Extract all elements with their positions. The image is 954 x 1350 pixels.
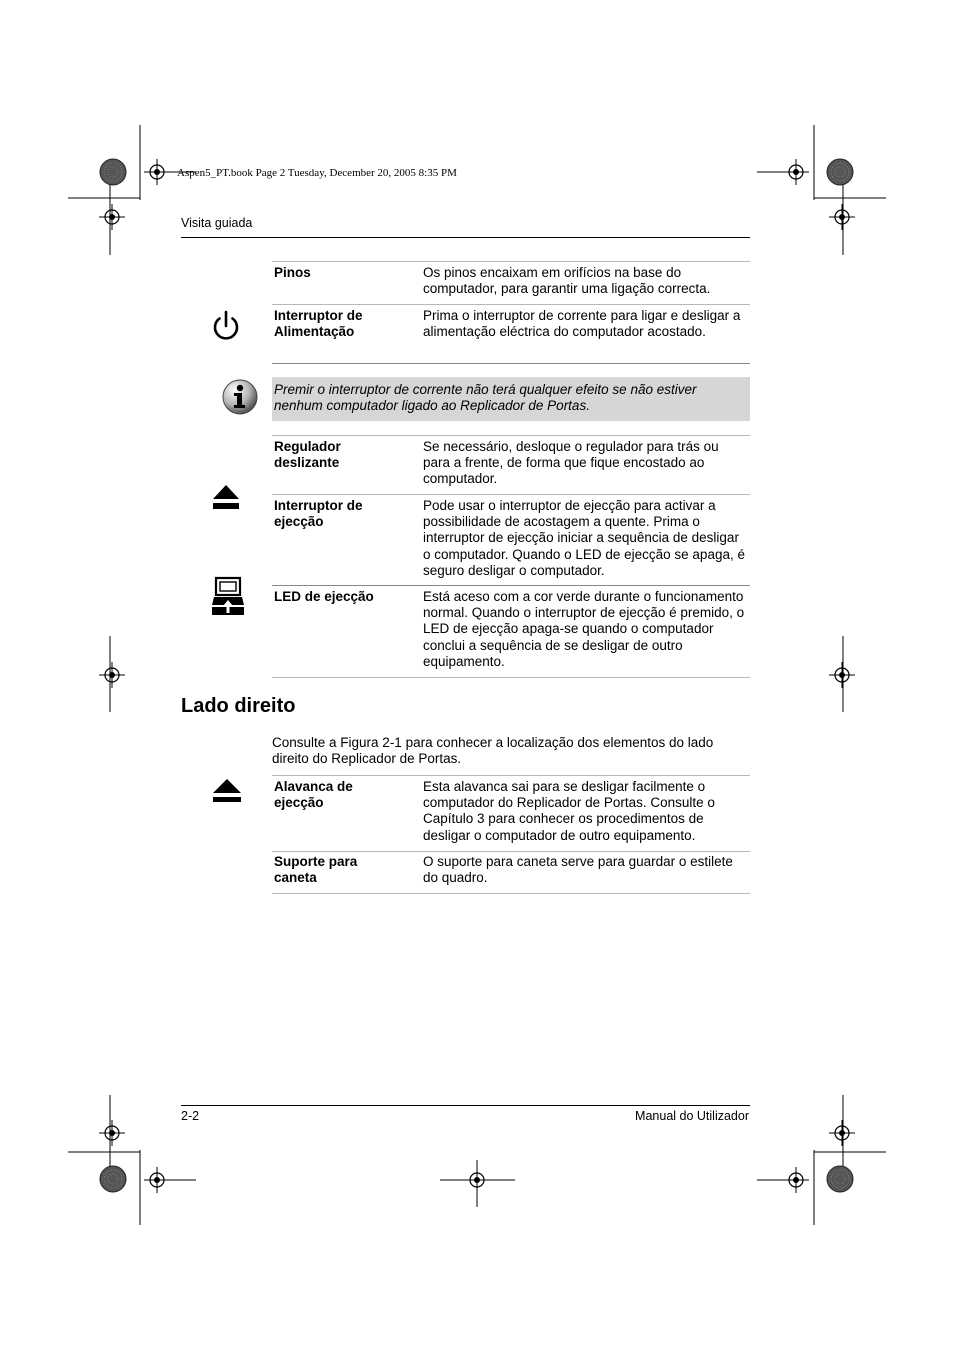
header-rule [181,237,750,238]
term-led-ejeccao: LED de ejecção [274,589,374,604]
note-text: Premir o interruptor de corrente não terá qualquer efeito se não estiver nenhum computador ligado ao Replicador de Portas. [274,382,697,414]
power-icon [210,310,242,342]
desc-suporte-caneta: O suporte para caneta serve para guardar o estilete do quadro. [423,854,733,886]
term-interruptor-alimentacao: Interruptor de Alimentação [274,308,363,339]
row-divider [272,363,750,364]
section-title: Lado direito [181,695,296,717]
term-interruptor-ejeccao: Interruptor de ejecção [274,498,363,529]
print-info: Aspen5_PT.book Page 2 Tuesday, December 20, 2005 8:35 PM [177,167,457,179]
row-divider [272,585,750,586]
row-divider [272,261,750,262]
row-divider [272,494,750,495]
row-divider [272,893,750,894]
desc-led-ejeccao: Está aceso com a cor verde durante o funcionamento normal. Quando o interruptor de ejecção é premido, o LED de ejecção apaga-se quando o computador conclui a sequência de se desligar de outro equipamento. [423,589,745,669]
section-intro: Consulte a Figura 2-1 para conhecer a localização dos elementos do lado direito do Replicador de Portas. [272,735,714,767]
term-suporte-caneta: Suporte para caneta [274,854,358,885]
desc-alavanca-ejeccao: Esta alavanca sai para se desligar facilmente o computador do Replicador de Portas. Consulte o Capítulo 3 para conhecer os procedimentos de desligar o computador de outro equipamento. [423,779,715,843]
row-divider [272,304,750,305]
running-header: Visita guiada [181,216,253,230]
desc-interruptor-alimentacao: Prima o interruptor de corrente para ligar e desligar a alimentação eléctrica do computador acostado. [423,308,741,340]
footer-title: Manual do Utilizador [635,1109,749,1123]
eject-icon [211,776,243,804]
desc-regulador: Se necessário, desloque o regulador para trás ou para a frente, de forma que fique encostado ao computador. [423,439,719,487]
row-divider [272,435,750,436]
desc-pinos: Os pinos encaixam em orifícios na base do computador, para garantir uma ligação correcta. [423,265,711,297]
desc-interruptor-ejeccao: Pode usar o interruptor de ejecção para activar a possibilidade de acostagem a quente. Prima o interruptor de ejecção iniciar a sequência de desligar o computador. Quando o LED de ejecção se apaga, é seguro desligar o computador. [423,498,745,578]
undock-computer-icon [211,576,245,616]
eject-icon [211,483,241,511]
row-divider [272,775,750,776]
page-number: 2-2 [181,1109,200,1123]
term-pinos: Pinos [274,265,311,280]
term-regulador: Regulador deslizante [274,439,341,470]
row-divider [272,851,750,852]
info-icon [221,378,259,416]
footer-rule [181,1105,750,1106]
row-divider [272,677,750,678]
term-alavanca-ejeccao: Alavanca de ejecção [274,779,353,810]
